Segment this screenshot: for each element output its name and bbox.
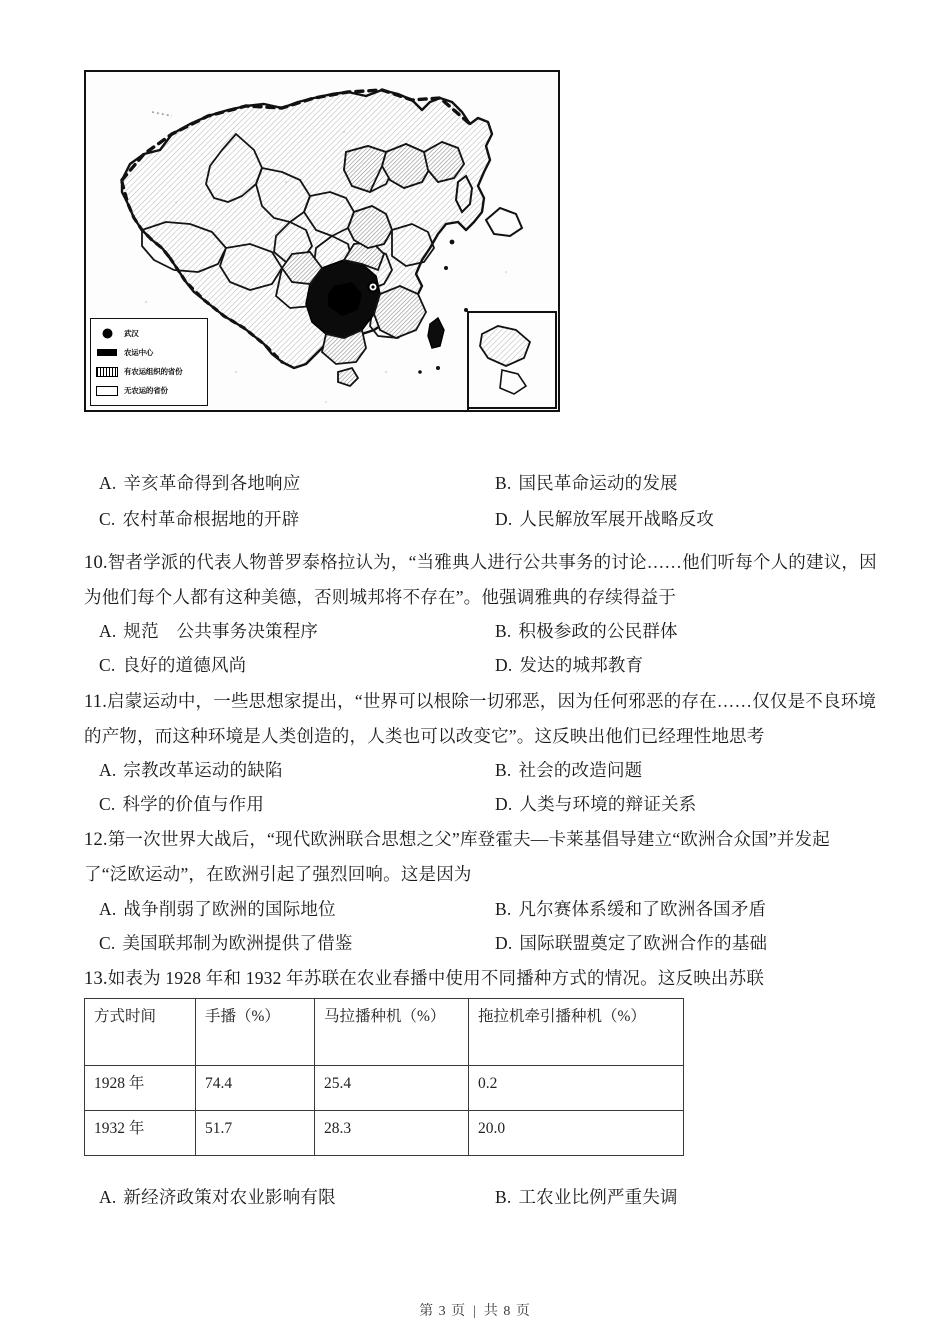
- legend-label: 武汉: [124, 329, 139, 338]
- option-text: 新经济政策对农业影响有限: [123, 1187, 336, 1207]
- option-text: 积极参政的公民群体: [518, 621, 678, 641]
- table-header-row: [85, 999, 684, 1066]
- empty-block-icon: [96, 386, 118, 396]
- cell-tractor-seeder: 20.0: [469, 1111, 684, 1156]
- question10-option-c[interactable]: [99, 652, 246, 678]
- question12-option-a[interactable]: [99, 896, 336, 922]
- question12-option-b[interactable]: [495, 896, 766, 922]
- option-label: D.: [495, 933, 513, 953]
- question10-option-a[interactable]: [99, 618, 318, 644]
- option-text: 国际联盟奠定了欧洲合作的基础: [519, 933, 768, 953]
- option-label: A.: [99, 760, 117, 780]
- option-text: 国民革命运动的发展: [518, 473, 678, 493]
- page-footer: [0, 1300, 950, 1320]
- legend-item: [96, 324, 203, 343]
- filled-dot-icon: [96, 330, 118, 337]
- question11-option-d[interactable]: [495, 791, 696, 817]
- option-label: B.: [495, 473, 512, 493]
- question10-option-d[interactable]: [495, 652, 643, 678]
- total-pages-label: 共 8 页: [483, 1304, 531, 1319]
- option-text: 科学的价值与作用: [122, 794, 265, 814]
- stem-text: 为他们每个人都有这种美德，否则城邦将不存在”。他强调雅典的存续得益于: [84, 587, 677, 607]
- option-label: B.: [495, 621, 512, 641]
- current-page-label: 第 3 页: [419, 1304, 467, 1319]
- question13-option-b[interactable]: [495, 1184, 678, 1210]
- option-text: 人民解放军展开战略反攻: [519, 509, 715, 529]
- option-label: B.: [495, 899, 512, 919]
- question13-stem: [84, 965, 764, 992]
- option-label: C.: [99, 794, 116, 814]
- hatched-block-icon: [96, 367, 118, 377]
- option-label: B.: [495, 760, 512, 780]
- cell-tractor-seeder: 0.2: [469, 1066, 684, 1111]
- map-legend: [90, 318, 208, 406]
- sowing-methods-table: [84, 998, 684, 1156]
- option-text: 宗教改革运动的缺陷: [123, 760, 283, 780]
- question9-option-a[interactable]: [99, 470, 300, 496]
- option-label: C.: [99, 655, 116, 675]
- option-text: 美国联邦制为欧洲提供了借鉴: [122, 933, 353, 953]
- cell-horse-drawn-seeder: 25.4: [315, 1066, 469, 1111]
- option-text: 工农业比例严重失调: [518, 1187, 678, 1207]
- stem-text: 了“泛欧运动”，在欧洲引起了强烈回响。这是因为: [84, 864, 472, 884]
- question9-option-c[interactable]: [99, 506, 299, 532]
- legend-label: 无农运的省份: [124, 386, 168, 395]
- option-label: A.: [99, 899, 117, 919]
- option-label: B.: [495, 1187, 512, 1207]
- table-row: [85, 1066, 684, 1111]
- option-label: A.: [99, 621, 117, 641]
- option-text: 发达的城邦教育: [519, 655, 644, 675]
- option-text: 规范 公共事务决策程序: [123, 621, 319, 641]
- legend-item: [96, 362, 203, 381]
- stem-text: 如表为 1928 年和 1932 年苏联在农业春播中使用不同播种方式的情况。这反映出苏联: [107, 968, 765, 988]
- option-text: 人类与环境的辩证关系: [519, 794, 697, 814]
- column-header-mode-time: 方式时间: [85, 999, 196, 1066]
- legend-label: 有农运组织的省份: [124, 367, 183, 376]
- cell-horse-drawn-seeder: 28.3: [315, 1111, 469, 1156]
- cell-hand-sowing: 74.4: [196, 1066, 315, 1111]
- question11-stem-line2: [84, 723, 765, 749]
- footer-separator: |: [473, 1304, 477, 1319]
- option-text: 辛亥革命得到各地响应: [123, 473, 301, 493]
- option-label: A.: [99, 1187, 117, 1207]
- question10-option-b[interactable]: [495, 618, 678, 644]
- question-number: 13.: [84, 969, 108, 989]
- cell-year: 1928 年: [85, 1066, 196, 1111]
- question10-stem-line2: [84, 584, 676, 610]
- question12-option-d[interactable]: [495, 930, 767, 956]
- stem-text: 第一次世界大战后，“现代欧洲联合思想之父”库登霍夫—卡莱基倡导建立“欧洲合众国”并发起: [107, 829, 830, 849]
- question13-option-a[interactable]: [99, 1184, 336, 1210]
- option-label: A.: [99, 473, 117, 493]
- legend-item: [96, 343, 203, 362]
- option-text: 良好的道德风尚: [122, 655, 247, 675]
- question12-option-c[interactable]: [99, 930, 353, 956]
- cell-year: 1932 年: [85, 1111, 196, 1156]
- solid-block-icon: [96, 349, 118, 356]
- column-header-horse-drawn-seeder: 马拉播种机（%）: [315, 999, 469, 1066]
- question9-option-d[interactable]: [495, 506, 714, 532]
- stem-text: 智者学派的代表人物普罗泰格拉认为，“当雅典人进行公共事务的讨论……他们听每个人的建议，因: [107, 552, 877, 572]
- cell-hand-sowing: 51.7: [196, 1111, 315, 1156]
- legend-item: [96, 381, 203, 400]
- option-label: D.: [495, 794, 513, 814]
- question-number: 12.: [84, 830, 108, 850]
- question12-stem-line1: [84, 826, 830, 853]
- question11-stem-line1: [84, 688, 876, 715]
- stem-text: 启蒙运动中，一些思想家提出，“世界可以根除一切邪恶，因为任何邪恶的存在……仅仅是不良环境: [107, 691, 877, 711]
- legend-label: 农运中心: [124, 348, 154, 357]
- column-header-hand-sowing: 手播（%）: [196, 999, 315, 1066]
- question11-option-c[interactable]: [99, 791, 264, 817]
- table-row: [85, 1111, 684, 1156]
- stem-text: 的产物，而这种环境是人类创造的，人类也可以改变它”。这反映出他们已经理性地思考: [84, 726, 765, 746]
- question9-option-b[interactable]: [495, 470, 678, 496]
- question11-option-b[interactable]: [495, 757, 642, 783]
- question-number: 11.: [84, 692, 108, 712]
- question-number: 10.: [84, 553, 108, 573]
- option-text: 社会的改造问题: [518, 760, 643, 780]
- option-label: D.: [495, 509, 513, 529]
- option-label: D.: [495, 655, 513, 675]
- option-label: C.: [99, 509, 116, 529]
- option-label: C.: [99, 933, 116, 953]
- question10-stem-line1: [84, 549, 877, 576]
- china-peasant-movement-map: [84, 70, 560, 412]
- option-text: 农村革命根据地的开辟: [122, 509, 300, 529]
- option-text: 凡尔赛体系缓和了欧洲各国矛盾: [518, 899, 767, 919]
- question12-stem-line2: [84, 861, 472, 887]
- column-header-tractor-seeder: 拖拉机牵引播种机（%）: [469, 999, 684, 1066]
- question11-option-a[interactable]: [99, 757, 283, 783]
- option-text: 战争削弱了欧洲的国际地位: [123, 899, 336, 919]
